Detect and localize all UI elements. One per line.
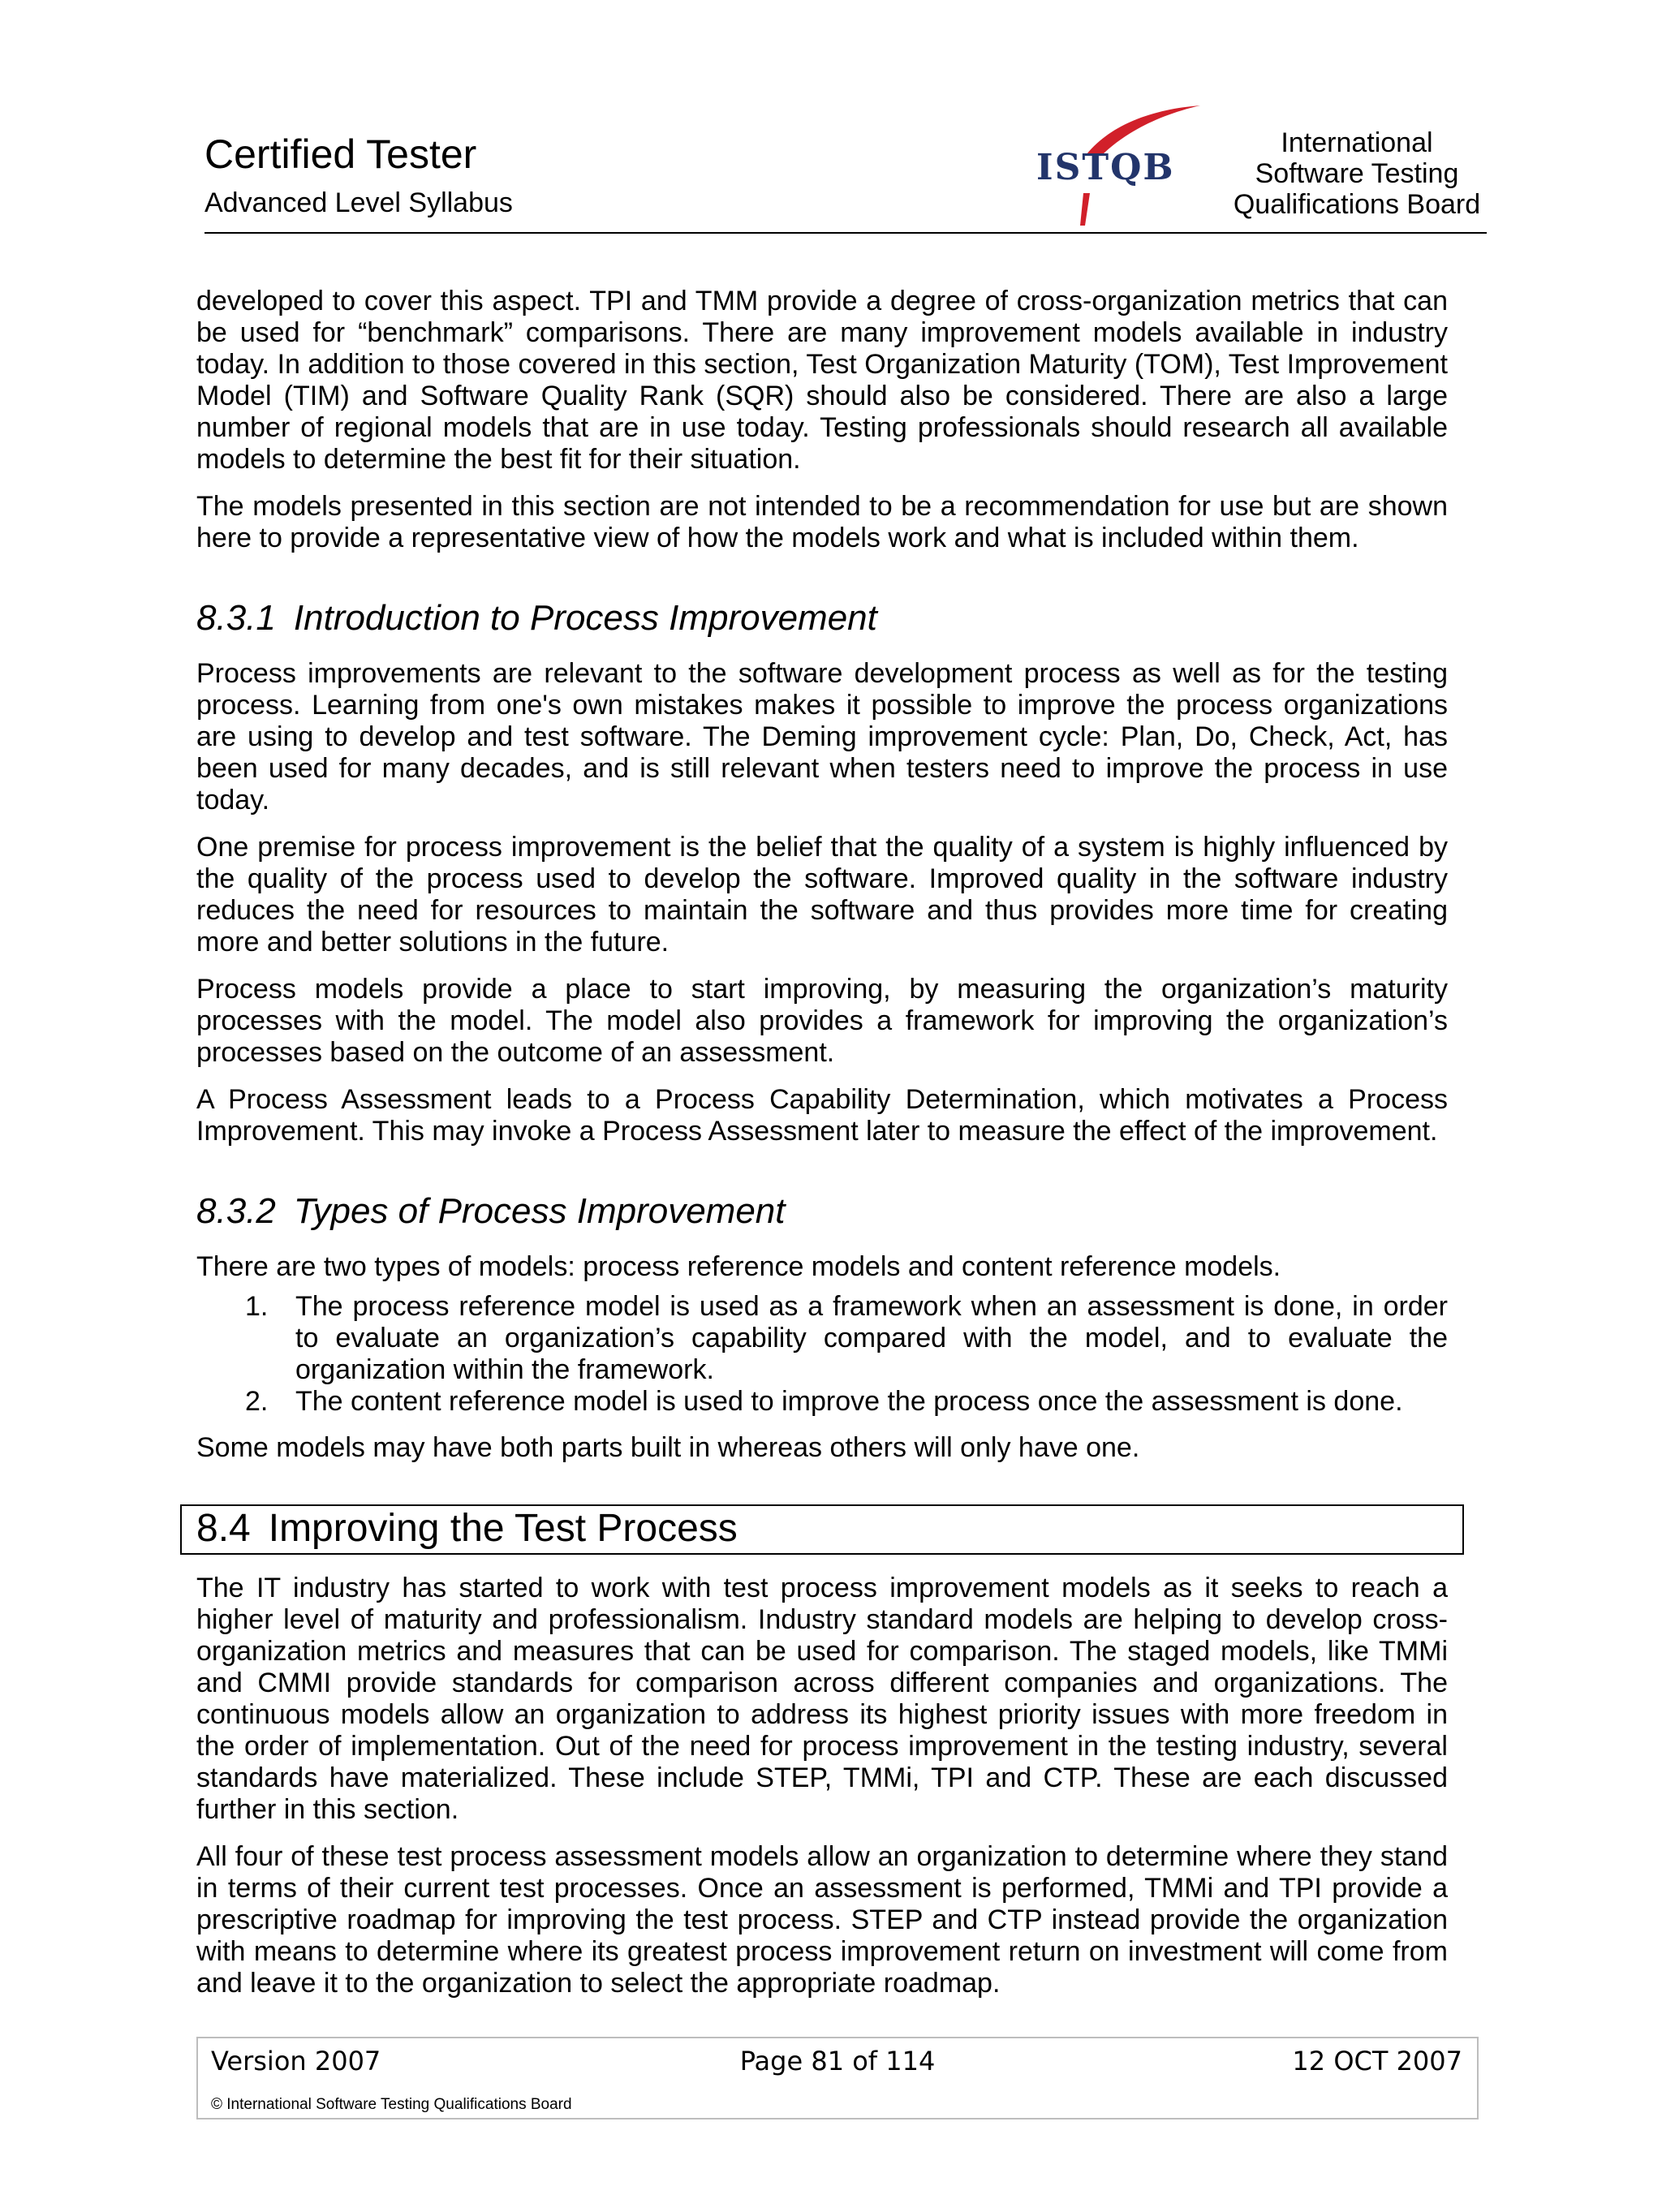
org-name-line-1: International (1281, 127, 1433, 158)
org-name-line-3: Qualifications Board (1233, 189, 1481, 220)
paragraph: The IT industry has started to work with test process improvement models as it seeks to reach a higher level of maturity and professionalism. Industry standard models are helping to develop cross-organization metrics and measures that can be used for comparison. The staged models, like TMMi and CMMI provide standards for comparison across different companies and organizations. The continuous models allow an organization to address its highest priority issues with more freedom in the order of implementation. Out of the need for process improvement in the testing industry, several standards have materialized. These include STEP, TMMi, TPI and CTP. These are each discussed further in this section. (196, 1573, 1448, 1825)
list-item-text: The process reference model is used as a framework when an assessment is done, in order to evaluate an organization’s capability compared with the model, and to evaluate the organization within the framework. (295, 1291, 1448, 1385)
list-item-text: The content reference model is used to improve the process once the assessment is done. (295, 1386, 1403, 1417)
list-item (196, 1386, 1448, 1418)
page-footer (196, 2037, 1479, 2119)
section-heading-8-3-2 (196, 1190, 1448, 1233)
page-number: Page 81 of 114 (739, 2046, 936, 2076)
paragraph: developed to cover this aspect. TPI and TMM provide a degree of cross-organization metrics that can be used for “benchmark” comparisons. There are many improvement models available in industry today. In addition to those covered in this section, Test Organization Maturity (TOM), Test Improvement Model (TIM) and Software Quality Rank (SQR) should also be considered. There are also a large number of regional models that are in use today. Testing professionals should research all available models to determine the best fit for their situation. (196, 286, 1448, 475)
org-name-line-2: Software Testing (1255, 158, 1459, 189)
paragraph: The models presented in this section are not intended to be a recommendation for use but are shown here to provide a representative view of how the models work and what is included within them. (196, 491, 1448, 553)
numbered-list (196, 1291, 1448, 1418)
copyright-notice: © International Software Testing Qualifications Board (211, 2096, 572, 2113)
list-item-number: 1. (245, 1291, 269, 1322)
logo-wordmark: ISTQB (1036, 147, 1175, 188)
page-content (196, 286, 1448, 2015)
section-title: Introduction to Process Improvement (293, 598, 877, 638)
section-number: 8.3.1 (196, 598, 276, 638)
paragraph: There are two types of models: process reference models and content reference models. (196, 1251, 1281, 1282)
section-heading-8-3-1 (196, 596, 1448, 640)
paragraph: Some models may have both parts built in whereas others will only have one. (196, 1432, 1140, 1463)
logo-swoosh-tail (1080, 193, 1090, 226)
page-header (205, 105, 1487, 234)
list-item (196, 1291, 1448, 1386)
version-label: Version 2007 (211, 2046, 381, 2076)
section-number: 8.3.2 (196, 1191, 276, 1231)
section-title: Improving the Test Process (268, 1507, 738, 1550)
paragraph: Process improvements are relevant to the software development process as well as for the testing process. Learning from one's own mistakes makes it possible to improve the process organizations are using to develop and test software. The Deming improvement cycle: Plan, Do, Check, Act, has been used for many decades, and is still relevant when testers need to improve the process in use today. (196, 658, 1448, 816)
section-title: Types of Process Improvement (293, 1191, 786, 1231)
paragraph: All four of these test process assessment models allow an organization to determine where they stand in terms of their current test processes. Once an assessment is performed, TMMi and TPI provide a prescriptive roadmap for improving the test process. STEP and CTP instead provide the organization with means to determine where its greatest process improvement return on investment will come from and leave it to the organization to select the appropriate roadmap. (196, 1841, 1448, 1999)
paragraph: One premise for process improvement is the belief that the quality of a system is highly influenced by the quality of the process used to develop the software. Improved quality in the software industry reduces the need for resources to maintain the software and thus provides more time for creating more and better solutions in the future. (196, 832, 1448, 958)
section-number: 8.4 (196, 1507, 251, 1550)
paragraph: A Process Assessment leads to a Process Capability Determination, which motivates a Process Improvement. This may invoke a Process Assessment later to measure the effect of the improvement. (196, 1084, 1448, 1147)
document-subtitle: Advanced Level Syllabus (205, 187, 513, 218)
document-title: Certified Tester (205, 131, 477, 177)
list-item-number: 2. (245, 1386, 269, 1417)
section-heading-8-4 (180, 1504, 1464, 1555)
date-label: 12 OCT 2007 (1292, 2046, 1462, 2076)
paragraph: Process models provide a place to start improving, by measuring the organization’s maturity processes with the model. The model also provides a framework for improving the organization’s processes based on the outcome of an assessment. (196, 974, 1448, 1068)
istqb-logo (1036, 105, 1487, 232)
